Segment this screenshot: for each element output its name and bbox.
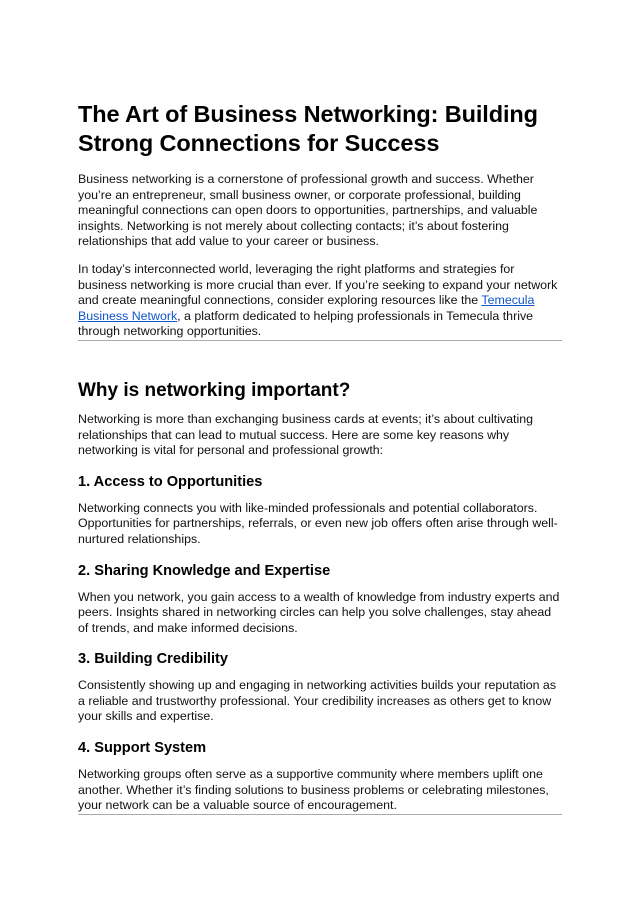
section-heading: Why is networking important? [78, 379, 351, 401]
section-intro-paragraph: Networking is more than exchanging business cards at events; it’s about cultivating relationships that can lead to mutual success. Here are some key reasons why networking is vital for personal and professional growth: [78, 411, 534, 458]
intro-paragraph-2-text-after: , a platform dedicated to helping professionals in Temecula thrive through networking opportunities. [78, 308, 534, 339]
intro-paragraph-2-text-before: In today’s interconnected world, leveraging the right platforms and strategies for business networking is more crucial than ever. If you’re seeking to expand your network and create meaningful connections, consider exploring resources like the [78, 261, 558, 308]
intro-paragraph-1: Business networking is a cornerstone of professional growth and success. Whether you’re an entrepreneur, small business owner, or corporate professional, building meaningful connections can open doors to opportunities, partnerships, and valuable insights. Networking is not merely about collecting contacts; it’s about fostering relationships that add value to your career or business. [78, 172, 538, 249]
subheading-sharing-knowledge: 2. Sharing Knowledge and Expertise [78, 562, 331, 579]
paragraph-access-to-opportunities: Networking connects you with like-minded professionals and potential collaborators. Opportunities for partnerships, referrals, or even new job offers often arise through well-nurtured relationships. [78, 500, 558, 546]
page-title: The Art of Business Networking: Building Strong Connections for Success [78, 101, 538, 156]
horizontal-divider-bottom [78, 814, 562, 815]
subheading-support-system: 4. Support System [78, 740, 207, 757]
paragraph-support-system: Networking groups often serve as a supportive community where members uplift one another. Whether it’s finding solutions to business problems or celebrating milestones, your network can be a valuable source of encouragement. [78, 767, 549, 813]
subheading-access-to-opportunities: 1. Access to Opportunities [78, 473, 263, 490]
paragraph-sharing-knowledge: When you network, you gain access to a wealth of knowledge from industry experts and peers. Insights shared in networking circles can help you solve challenges, stay ahead of trends, and make informed decisions. [78, 589, 560, 635]
temecula-business-network-link[interactable]: Temecula Business Network [78, 293, 535, 323]
paragraph-building-credibility: Consistently showing up and engaging in networking activities builds your reputation as a reliable and trustworthy professional. Your credibility increases as others get to know your skills and expertise. [78, 678, 557, 724]
subheading-building-credibility: 3. Building Credibility [78, 651, 228, 668]
intro-paragraph-2 [78, 262, 562, 340]
horizontal-divider-top [78, 340, 562, 341]
